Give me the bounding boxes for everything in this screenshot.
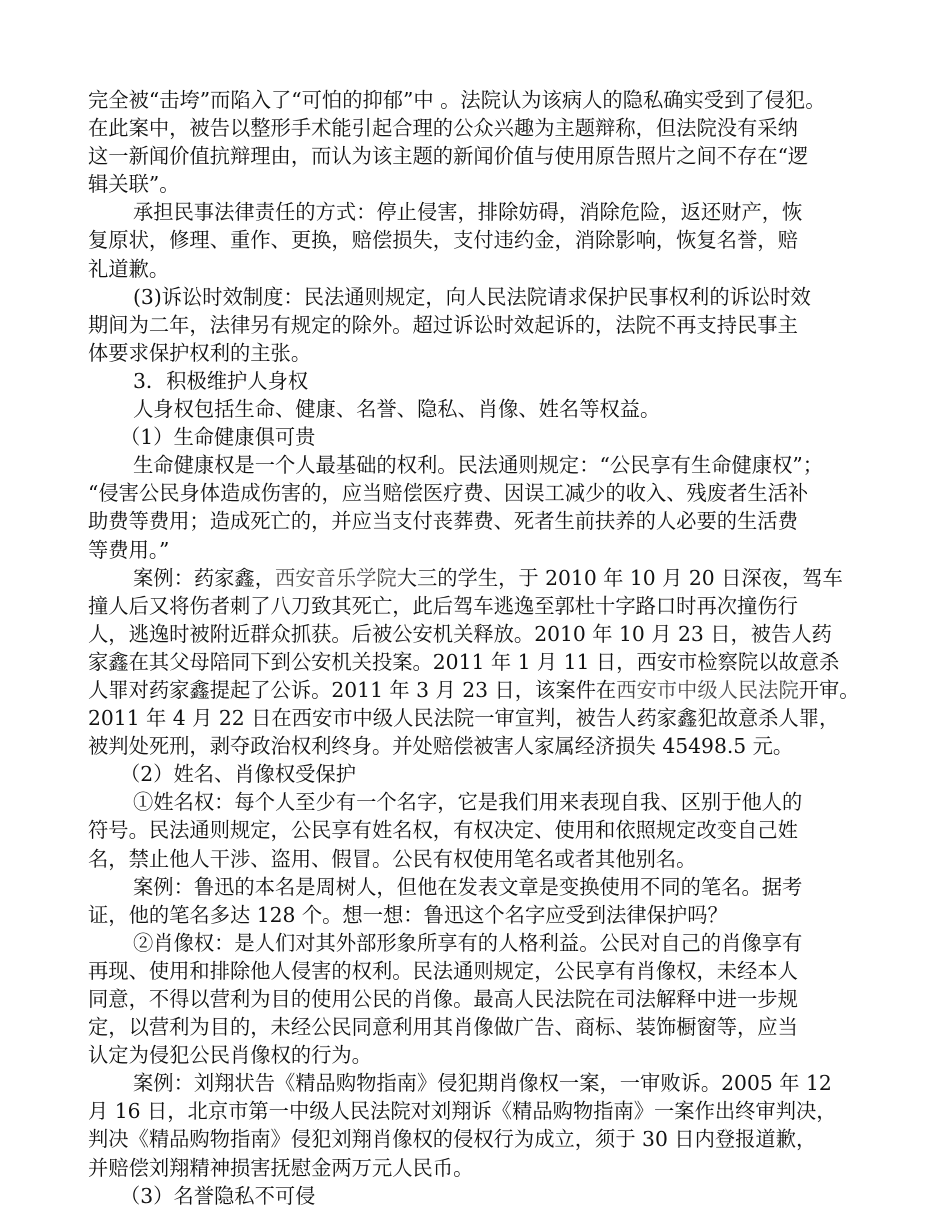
text-line: 复原状，修理、重作、更换，赔偿损失，支付违约金，消除影响，恢复名誉，赔 <box>88 228 798 253</box>
text-line: 认定为侵犯公民肖像权的行为。 <box>88 1043 372 1068</box>
text-line: 月 16 日，北京市第一中级人民法院对刘翔诉《精品购物指南》一案作出终审判决， <box>88 1099 837 1124</box>
text-line: ②肖像权：是人们对其外部形象所享有的人格利益。公民对自己的肖像享有 <box>133 930 803 955</box>
text-line: 家鑫在其父母陪同下到公安机关投案。2011 年 1 月 11 日，西安市检察院以故意杀 <box>88 649 840 674</box>
text-line: 辑关联”。 <box>88 172 180 197</box>
text-line: 案例：刘翔状告《精品购物指南》侵犯期肖像权一案，一审败诉。2005 年 12 <box>133 1071 832 1096</box>
text-line: 这一新闻价值抗辩理由，而认为该主题的新闻价值与使用原告照片之间不存在“逻 <box>88 144 809 169</box>
text-line: 2011 年 4 月 22 日在西安市中级人民法院一审宣判，被告人药家鑫犯故意杀人罪， <box>88 706 840 731</box>
text-line: (3)诉讼时效制度：民法通则规定，向人民法院请求保护民事权利的诉讼时效 <box>133 284 811 309</box>
text-segment: 案例：药家鑫， <box>133 565 275 590</box>
section-heading: 3．积极维护人身权 <box>133 368 309 393</box>
subsection-heading: （1）生命健康俱可贵 <box>120 425 316 450</box>
text-line <box>88 676 878 704</box>
text-line: “侵害公民身体造成伤害的，应当赔偿医疗费、因误工减少的收入、残废者生活补 <box>88 481 809 506</box>
text-line: 撞人后又将伤者刺了八刀致其死亡，此后驾车逃逸至郭杜十字路口时再次撞伤行 <box>88 593 798 618</box>
text-line: 人，逃逸时被附近群众抓获。后被公安机关释放。2010 年 10 月 23 日，被告人药 <box>88 621 832 646</box>
text-line: 期间为二年，法律另有规定的除外。超过诉讼时效起诉的，法院不再支持民事主 <box>88 312 798 337</box>
text-line: 等费用。” <box>88 537 170 562</box>
subsection-heading: （3）名誉隐私不可侵 <box>120 1183 316 1208</box>
text-segment: 开审。 <box>798 677 860 702</box>
text-line: 定，以营利为目的，未经公民同意利用其肖像做广告、商标、装饰橱窗等，应当 <box>88 1015 798 1040</box>
text-line: 助费等费用；造成死亡的，并应当支付丧葬费、死者生前扶养的人必要的生活费 <box>88 509 798 534</box>
text-line <box>88 564 878 592</box>
document-page <box>88 86 878 1210</box>
text-segment: 大三的学生，于 2010 年 10 月 20 日深夜，驾车 <box>396 565 843 590</box>
text-line: 人身权包括生命、健康、名誉、隐私、肖像、姓名等权益。 <box>133 397 661 422</box>
text-line: 符号。民法通则规定，公民享有姓名权，有权决定、使用和依照规定改变自己姓 <box>88 818 798 843</box>
text-line: 证，他的笔名多达 128 个。想一想：鲁迅这个名字应受到法律保护吗？ <box>88 902 728 927</box>
text-line: 同意，不得以营利为目的使用公民的肖像。最高人民法院在司法解释中进一步规 <box>88 987 798 1011</box>
text-line: 承担民事法律责任的方式：停止侵害，排除妨碍，消除危险，返还财产，恢 <box>133 200 803 225</box>
text-line: 再现、使用和排除他人侵害的权利。民法通则规定，公民享有肖像权，未经本人 <box>88 958 798 983</box>
text-line: 判决《精品购物指南》侵犯刘翔肖像权的侵权行为成立，须于 30 日内登报道歉， <box>88 1127 817 1152</box>
text-line: 体要求保护权利的主张。 <box>88 340 312 365</box>
text-segment: 人罪对药家鑫提起了公诉。2011 年 3 月 23 日，该案件在 <box>88 677 617 702</box>
text-line: 名，禁止他人干涉、盗用、假冒。公民有权使用笔名或者其他别名。 <box>88 846 697 871</box>
text-line: 生命健康权是一个人最基础的权利。民法通则规定：“公民享有生命健康权”； <box>133 453 824 478</box>
text-line: 在此案中，被告以整形手术能引起合理的公众兴趣为主题辩称，但法院没有采纳 <box>88 116 798 141</box>
text-line: 礼道歉。 <box>88 256 170 281</box>
subsection-heading: （2）姓名、肖像权受保护 <box>120 762 356 787</box>
text-line: 并赔偿刘翔精神损害抚慰金两万元人民币。 <box>88 1155 474 1180</box>
text-line: 案例：鲁迅的本名是周树人，但他在发表文章是变换使用不同的笔名。据考 <box>133 874 803 899</box>
org-name: 西安市中级人民法院 <box>616 677 799 702</box>
text-line: 完全被“击垮”而陷入了“可怕的抑郁”中 。法院认为该病人的隐私确实受到了侵犯。 <box>88 88 826 112</box>
org-name: 西安音乐学院 <box>274 565 397 590</box>
text-line: 被判处死刑，剥夺政治权利终身。并处赔偿被害人家属经济损失 45498.5 元。 <box>88 734 794 759</box>
text-line: ①姓名权：每个人至少有一个名字，它是我们用来表现自我、区别于他人的 <box>133 790 803 815</box>
